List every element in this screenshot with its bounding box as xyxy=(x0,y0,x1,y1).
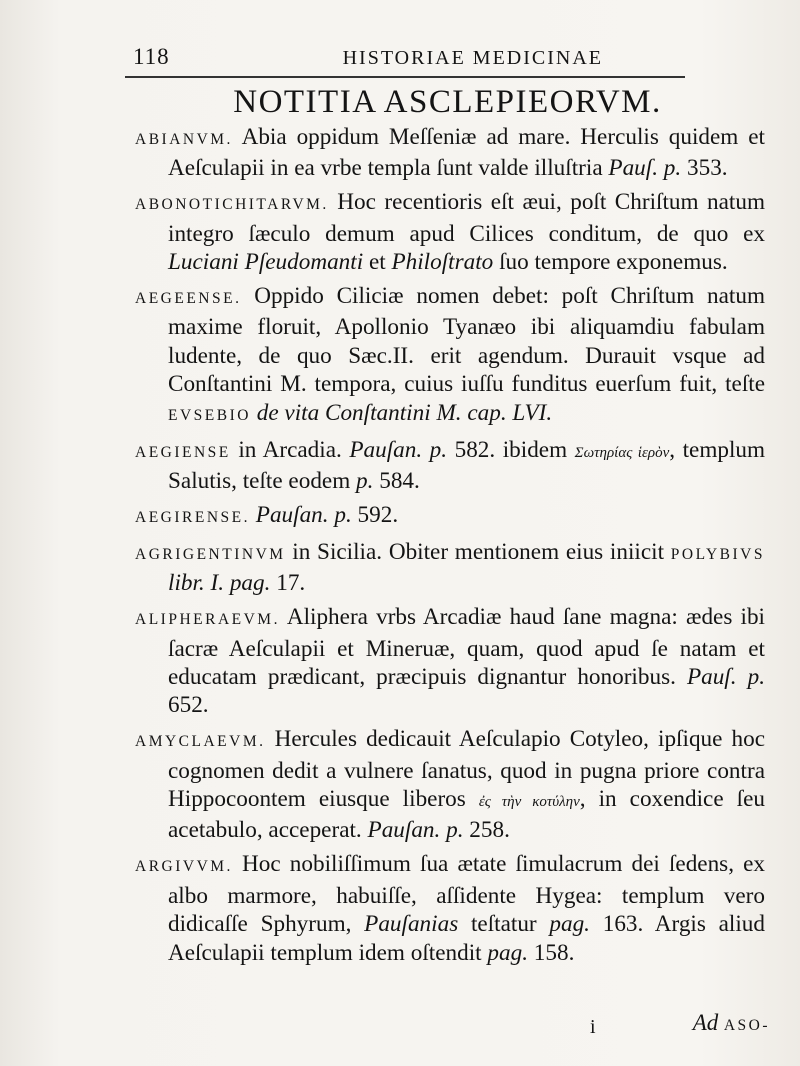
running-title: HISTORIAE MEDICINAE xyxy=(342,47,603,69)
entry-agrigentinum xyxy=(135,538,765,598)
entry-ref-2: Philoſtrato xyxy=(391,249,494,276)
section-title: NOTITIA ASCLEPIEORVM. xyxy=(233,84,662,120)
entries-list xyxy=(135,123,765,972)
entry-head: AGRIGENTINVM xyxy=(135,545,286,563)
entry-text: Aliphera vrbs Arcadiæ haud ſane magna: ædes ibi ſacræ Aeſculapii et Mineruæ, quam, quod apud ſe natam et educatam prædicant, præcipuis dignantur honoribus. xyxy=(168,604,765,690)
entry-aegeense xyxy=(135,282,765,430)
entry-ref-2: p. xyxy=(356,467,374,494)
entry-aegirense xyxy=(135,501,765,532)
entry-abianum xyxy=(135,123,765,183)
entry-head: AEGEENSE. xyxy=(135,290,242,308)
entry-text-tail: , in coxendice ſeu acetabulo, acceperat. xyxy=(168,786,765,844)
entry-head: ARGIVVM. xyxy=(135,858,233,876)
entry-text-tail: 592. xyxy=(351,501,399,528)
entry-ref: Pauſan. p. xyxy=(249,501,352,528)
catchword-italic: Ad xyxy=(692,1010,719,1035)
entry-ref: Pauſ. p. xyxy=(608,155,682,182)
running-header xyxy=(133,44,603,70)
page-number: 118 xyxy=(133,44,170,69)
catchword-caps: ASO- xyxy=(718,1017,770,1034)
entry-source: POLYBIVS xyxy=(670,545,765,563)
entry-abonotichitarum xyxy=(135,188,765,276)
entry-ref: de vita Conſtantini M. cap. LVI. xyxy=(250,399,553,426)
entry-text: Oppido Ciliciæ nomen debet: poſt Chriſtum natum maxime floruit, Apollonio Tyanæo ibi aliquamdiu fabulam ludente, de quo Sæc.II. erit agendum. Durauit vsque ad Conſtantini M. tempora, cuius iuſſu funditus euerſum fuit, teſte xyxy=(168,283,765,398)
entry-text: Hercules dedicauit Aeſculapio Cotyleo, ipſique hoc cognomen dedit a vulnere ſanatus, quod in pugna priore contra Hippocoontem eiusque liberos xyxy=(168,726,765,813)
entry-head: AEGIRENSE. xyxy=(135,508,250,526)
entry-text-tail-3: 158. xyxy=(527,939,575,966)
entry-argivum xyxy=(135,850,765,967)
entry-text: in Arcadia. xyxy=(230,436,350,463)
entry-aegiense xyxy=(135,436,765,496)
entry-ref-2: pag. xyxy=(549,911,590,938)
entry-head: ALIPHERAEVM. xyxy=(135,611,280,629)
entry-ref-page: 353. xyxy=(681,155,728,182)
entry-ref: Luciani Pſeudomanti xyxy=(168,249,364,276)
entry-ref: Pauſan. p. xyxy=(349,436,448,463)
entry-head: AEGIENSE xyxy=(135,443,231,461)
entry-source: EVSEBIO xyxy=(168,406,251,424)
entry-greek: ἐς τὴν κοτύλην xyxy=(478,794,580,811)
entry-text-tail-2: 258. xyxy=(463,817,510,844)
entry-text-tail-2: 584. xyxy=(373,467,420,494)
entry-text-mid: 582. ibidem xyxy=(447,436,575,463)
entry-ref: Pauſanias xyxy=(364,911,459,938)
entry-head: AMYCLAEVM. xyxy=(135,733,266,751)
header-rule xyxy=(125,76,685,78)
catchword xyxy=(693,1010,770,1036)
entry-text-mid: et xyxy=(363,249,392,276)
entry-amyclaeum xyxy=(135,725,765,845)
entry-ref-3: pag. xyxy=(487,939,528,966)
entry-text-tail: teſtatur xyxy=(458,911,550,938)
entry-greek: Σωτηρίας ἱερὸν xyxy=(574,444,670,461)
entry-text-tail: , templum Salutis, teſte eodem xyxy=(168,436,766,494)
entry-text-tail: 652. xyxy=(168,692,209,719)
entry-alipheraeum xyxy=(135,603,765,720)
entry-text-tail: 17. xyxy=(270,570,306,597)
entry-text-tail-2: 163. Argis aliud Aeſculapii templum idem oſtendit xyxy=(168,911,765,966)
entry-text: Hoc recentioris eſt æui, poſt Chriſtum natum integro ſæculo demum apud Cilices conditum, de quo ex xyxy=(168,189,765,247)
entry-text: Abia oppidum Meſſeniæ ad mare. Herculis quidem et Aeſculapii in ea vrbe templa ſunt valde illuſtria xyxy=(168,124,765,182)
entry-text: in Sicilia. Obiter mentionem eius iniicit xyxy=(285,538,671,565)
page-footer xyxy=(520,1010,790,1040)
entry-head: ABONOTICHITARVM. xyxy=(135,196,329,214)
signature-mark: i xyxy=(590,1016,596,1038)
entry-ref: Pauſan. p. xyxy=(367,817,464,844)
entry-text-tail: ſuo tempore exponemus. xyxy=(493,249,728,276)
entry-ref: libr. I. pag. xyxy=(168,570,271,597)
entry-ref: Pauſ. p. xyxy=(686,663,765,690)
entry-text: Hoc nobiliſſimum ſua ætate ſimulacrum dei ſedens, ex albo marmore, habuiſſe, aſſidente Hygea: templum vero didicaſſe Sphyrum, xyxy=(168,851,765,938)
entry-head: ABIANVM. xyxy=(135,131,233,148)
